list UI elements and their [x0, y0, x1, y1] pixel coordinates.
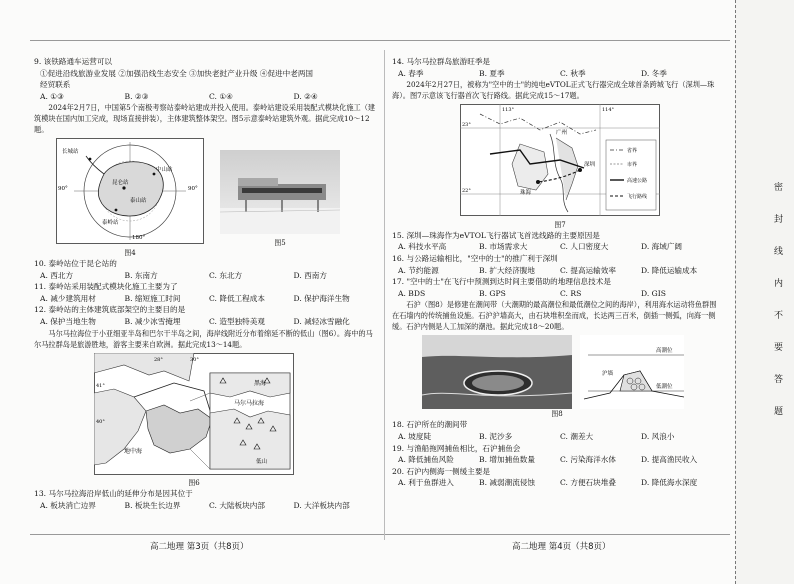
q12-option-c[interactable]: C. 造型独特美观 [209, 316, 265, 326]
q18-stem: 18. 石沪所在的潮间带 [392, 420, 468, 430]
fig6-label-mediterranean: 地中海 [124, 447, 143, 455]
q11-stem: 11. 泰岭站采用装配式模块化施工主要为了 [34, 282, 178, 292]
q15-options [398, 241, 722, 253]
seal-char-4: 内 [774, 279, 784, 289]
q12-option-b[interactable]: B. 减少冰雪掩埋 [124, 316, 181, 326]
q13-option-c[interactable]: C. 大陆板块内部 [209, 500, 265, 510]
q11-options [40, 293, 378, 305]
q19-option-c[interactable]: C. 污染海洋水体 [560, 455, 616, 465]
kunlun-station-marker [122, 187, 125, 190]
q12-option-d[interactable]: D. 减轻冰雪融化 [293, 316, 350, 326]
shihu-profile-diagram [580, 335, 684, 409]
q16-option-d[interactable]: D. 降低运输成本 [641, 265, 698, 275]
figure-4 [56, 138, 204, 258]
q18-options [398, 431, 722, 443]
passage-evtol: 2024年2月27日，被称为"空中的士"的纯电eVTOL正式飞行器完成全球首条跨城飞行（深圳—珠海）。图7示意该飞行器首次飞行路线。据此完成15～17题。 [392, 80, 715, 101]
seal-char-3: 线 [774, 247, 784, 257]
fig4-label-changcheng: 长城站 [62, 149, 79, 156]
fig4-fig5-row [56, 138, 378, 258]
q11-option-b[interactable]: B. 缩短施工时间 [124, 293, 181, 303]
fig5-caption: 图5 [274, 238, 286, 247]
q18-option-a[interactable]: A. 坡度陡 [398, 431, 432, 441]
fig6-label-marmara: 马尔马拉海 [234, 399, 265, 407]
q10-stem: 10. 泰岭站位于昆仑站的 [34, 258, 117, 268]
q9-option-d[interactable]: D. ②④ [293, 91, 318, 101]
q17-option-a[interactable]: A. BDS [398, 288, 426, 298]
seal-line-sidebar [735, 0, 794, 584]
seal-char-7: 答 [774, 375, 784, 385]
q14-option-a[interactable]: A. 春季 [398, 68, 424, 78]
figure-7 [460, 104, 660, 230]
q13-option-b[interactable]: B. 板块生长边界 [124, 500, 181, 510]
fig7-label-guangzhou: 广州 [556, 130, 568, 137]
top-rule [30, 40, 730, 41]
q17-stem: 17. "空中的士"在飞行中预测到达时间主要借助的地理信息技术是 [392, 277, 611, 287]
q13-option-d[interactable]: D. 大洋板块内部 [293, 500, 350, 510]
passage-shihu: 石沪（图8）是修建在潮间带（大潮期的最高潮位和最低潮位之间的海岸），利用海水运动将鱼群围在石墙内的传统捕鱼设施。石沪沪墙高大，由石块堆积垒而成，长达两三百米，倒插一侧弧，向海一侧缓。石沪内侧是人工加深的潮池。据此完成18～20题。 [392, 300, 717, 332]
marmara-map [94, 353, 294, 475]
fig8-label-low-tide: 低潮位 [656, 384, 673, 391]
left-column [34, 56, 378, 511]
q10-option-a[interactable]: A. 西北方 [40, 270, 74, 280]
q20-option-c[interactable]: C. 方便石块堆叠 [560, 478, 616, 488]
fig4-label-90w: 90° [58, 186, 68, 193]
q17-option-b[interactable]: B. GPS [479, 288, 506, 298]
shihu-photo [422, 335, 572, 409]
q19-option-b[interactable]: B. 增加捕鱼数量 [479, 455, 535, 465]
bottom-rule [30, 534, 730, 535]
antarctica-map [56, 138, 204, 244]
q20-stem: 20. 石沪内侧海一侧缓主要是 [392, 466, 491, 476]
q10-options [40, 270, 378, 282]
footer-page-3: 高二地理 第3页（共8页） [150, 542, 249, 552]
seal-char-8: 题 [774, 407, 784, 417]
figure-5 [220, 138, 340, 258]
q16-option-a[interactable]: A. 节约能源 [398, 265, 439, 275]
figure-8 [422, 335, 722, 409]
q19-options [398, 454, 722, 466]
q20-option-b[interactable]: B. 减弱潮流侵蚀 [479, 478, 535, 488]
q18-option-d[interactable]: D. 风浪小 [641, 431, 675, 441]
q10-option-c[interactable]: C. 东北方 [209, 270, 243, 280]
q13-stem: 13. 马尔马拉海沿岸低山的延伸分布是因其位于 [34, 489, 193, 499]
q13-option-a[interactable]: A. 板块消亡边界 [40, 500, 96, 510]
taling-station-photo [220, 150, 340, 234]
q12-option-a[interactable]: A. 保护当地生物 [40, 316, 96, 326]
fig6-label-lat41: 41° [96, 382, 105, 389]
fig7-legend-flight: 飞行路线 [627, 194, 648, 201]
q18-option-b[interactable]: B. 泥沙多 [479, 431, 513, 441]
fig7-caption: 图7 [554, 220, 566, 229]
q12-stem: 12. 泰岭站的主体建筑底部架空的主要目的是 [34, 305, 186, 315]
q14-options [398, 68, 722, 80]
fig6-label-lat40: 40° [96, 418, 105, 425]
figure-6 [94, 353, 294, 489]
q9-line1: ①促进沿线旅游业发展 ②加强沿线生态安全 ③加快老挝产业升级 ④促进中老两国 [40, 68, 314, 78]
fig8-label-high-tide: 高潮位 [656, 348, 673, 355]
footer-page-4: 高二地理 第4页（共8页） [512, 542, 611, 552]
q14-option-b[interactable]: B. 夏季 [479, 68, 505, 78]
q14-option-c[interactable]: C. 秋季 [560, 68, 586, 78]
fig8-caption: 图8 [551, 410, 563, 419]
q11-option-d[interactable]: D. 保护海洋生物 [293, 293, 350, 303]
fig6-label-lon28: 28° [154, 356, 163, 363]
fig4-label-zhongshan: 中山站 [156, 167, 173, 174]
right-column [392, 56, 722, 489]
q11-option-a[interactable]: A. 减少建筑用材 [40, 293, 96, 303]
q18-option-c[interactable]: C. 潮差大 [560, 431, 594, 441]
q19-option-d[interactable]: D. 提高渔民收入 [641, 455, 698, 465]
fig4-label-kunlun: 昆仑站 [112, 180, 129, 187]
shenzhen-zhuhai-map [460, 104, 660, 216]
q13-options [40, 500, 378, 512]
q16-option-b[interactable]: B. 扩大经济腹地 [479, 265, 535, 275]
passage-taling: 2024年2月7日，中国第5个南极考察站泰岭站建成并投入使用。泰岭站建设采用装配式模块化施工（建筑模块在国内加工完成，现场直接拼装），主体建筑整体架空。图5示意泰岭站建筑外观。据此完成10～12题。 [34, 103, 376, 135]
q9-option-a[interactable]: A. ①③ [40, 91, 64, 101]
fig8-label-wall: 沪墙 [602, 371, 614, 378]
fig4-label-90e: 90° [188, 186, 198, 193]
fig6-legend-low-mountain: 低山 [256, 458, 268, 465]
q9-option-c[interactable]: C. ①④ [209, 91, 233, 101]
q9-option-b[interactable]: B. ②③ [124, 91, 149, 101]
fig4-label-180: 180° [132, 235, 146, 242]
q15-option-d[interactable]: D. 海域广阔 [641, 242, 683, 252]
fig7-label-lon113: 113° [502, 107, 515, 114]
fig7-label-lon114: 114° [602, 107, 615, 114]
fig7-label-lat22: 22° [462, 188, 471, 195]
q20-option-d[interactable]: D. 降低海水深度 [641, 478, 698, 488]
q20-options [398, 477, 722, 489]
q16-stem: 16. 与公路运输相比，"空中的士"的推广利于深圳 [392, 253, 558, 263]
fig4-label-taling: 泰岭站 [102, 220, 119, 227]
q9-options [40, 91, 378, 103]
q17-options [398, 288, 722, 300]
q9-stem: 9. 该铁路通车运营可以 [34, 57, 113, 66]
q16-options [398, 265, 722, 277]
passage-marmara: 马尔马拉海位于小亚细亚半岛和巴尔干半岛之间，海岸线附近分布着绵延不断的低山（图6）。海中的马尔马拉群岛是旅游胜地，游客主要来自欧洲。据此完成13～14题。 [34, 328, 373, 349]
q15-option-b[interactable]: B. 市场需求大 [479, 242, 528, 252]
fig6-caption: 图6 [188, 479, 200, 488]
fig6-label-blacksea: 黑海 [254, 379, 267, 387]
seal-char-5: 不 [774, 311, 784, 321]
q12-options [40, 316, 378, 328]
seal-char-6: 要 [774, 343, 784, 353]
fig4-caption: 图4 [124, 248, 136, 257]
fig7-legend-city: 市界 [627, 162, 638, 169]
q20-option-a[interactable]: A. 利于鱼群进入 [398, 478, 454, 488]
q10-option-b[interactable]: B. 东南方 [124, 270, 158, 280]
seal-char-2: 封 [774, 215, 784, 225]
fig7-legend-highway: 高速公路 [627, 178, 648, 185]
q16-option-c[interactable]: C. 提高运输效率 [560, 265, 616, 275]
q19-stem: 19. 与渔船拖网捕鱼相比，石沪捕鱼会 [392, 443, 521, 453]
q19-option-a[interactable]: A. 降低捕鱼风险 [398, 455, 454, 465]
fig7-label-shenzhen: 深圳 [584, 162, 596, 169]
fig6-label-lon30: 30° [190, 356, 199, 363]
q14-stem: 14. 马尔马拉群岛旅游旺季是 [392, 57, 491, 66]
q14-option-d[interactable]: D. 冬季 [641, 68, 667, 78]
q17-option-c[interactable]: C. RS [560, 288, 582, 298]
fig7-legend-province: 省界 [627, 148, 638, 155]
q11-option-c[interactable]: C. 降低工程成本 [209, 293, 265, 303]
q9-line2: 经贸联系 [40, 80, 71, 90]
seal-char-1: 密 [774, 183, 784, 193]
q15-option-a[interactable]: A. 科技水平高 [398, 242, 447, 252]
fig7-label-zhuhai: 珠海 [520, 190, 532, 197]
q15-stem: 15. 深圳—珠海作为eVTOL飞行器试飞首选线路的主要原因是 [392, 230, 600, 240]
fig7-label-lat23: 23° [462, 122, 471, 129]
q10-option-d[interactable]: D. 西南方 [293, 270, 327, 280]
q15-option-c[interactable]: C. 人口密度大 [560, 242, 609, 252]
column-divider [384, 50, 385, 540]
fig4-label-taishan: 泰山站 [130, 198, 147, 205]
q17-option-d[interactable]: D. GIS [641, 288, 666, 298]
